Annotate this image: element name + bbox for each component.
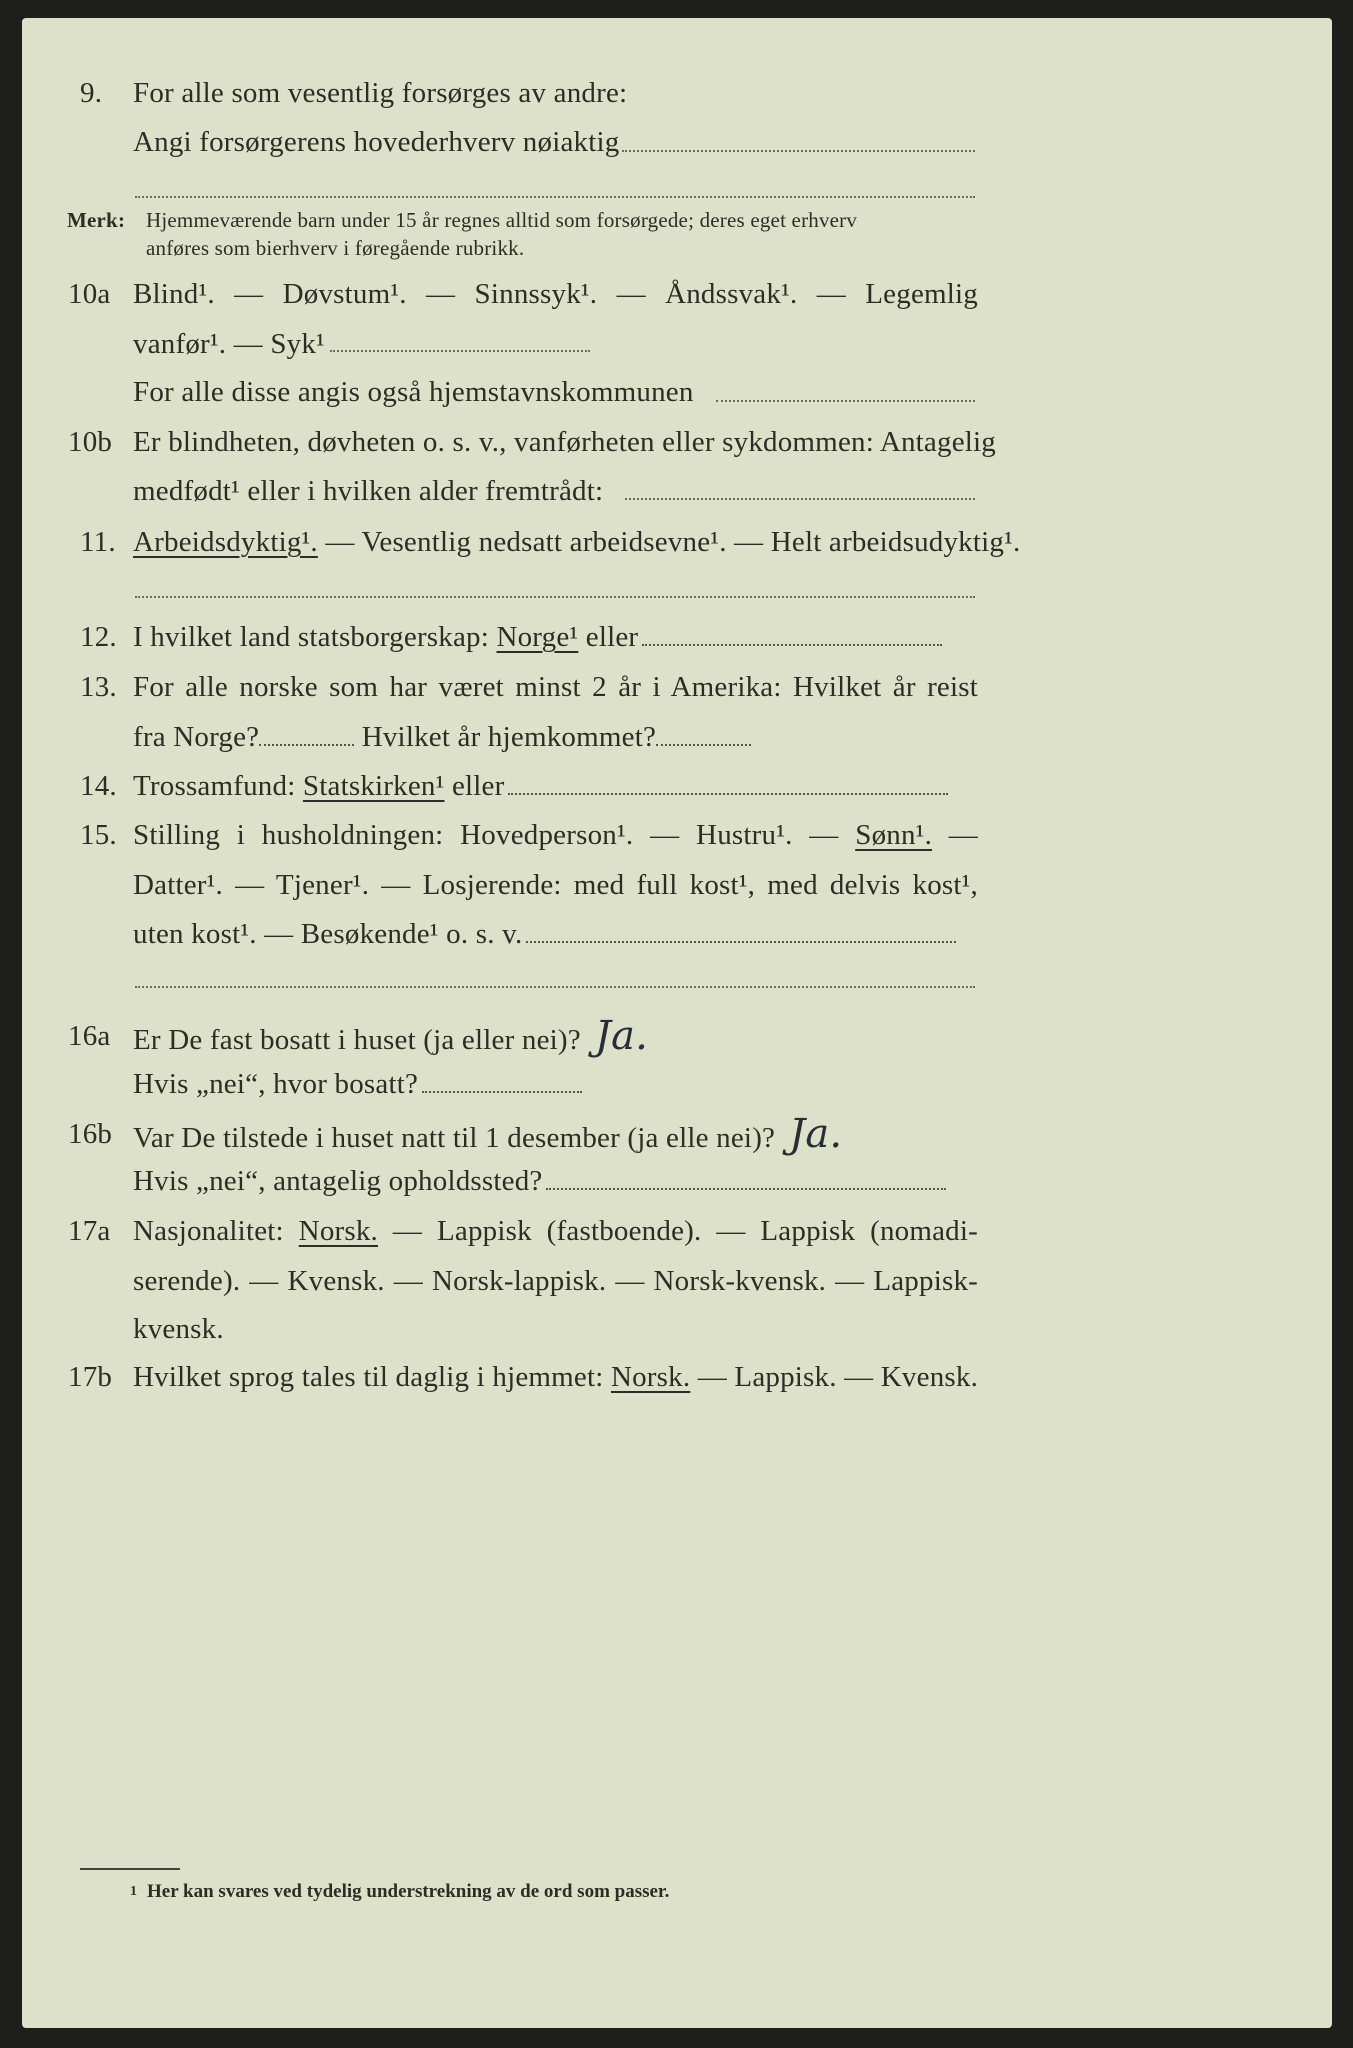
q15-text3: uten kost¹. — Besøkende¹ o. s. v. (133, 918, 523, 950)
footnote-rule (80, 1868, 180, 1870)
q12-text: I hvilket land statsborgerskap: (133, 621, 497, 653)
q13-text: For alle norske som har været minst 2 år i Amerika: Hvilket år reist (133, 671, 978, 703)
q17b-text: Hvilket sprog tales til daglig i hjemmet: (133, 1361, 611, 1393)
answer-line (716, 400, 975, 402)
q13-text2b: Hvilket år hjemkommet? (354, 721, 657, 753)
q10b-text: Er blindheten, døvheten o. s. v., vanførheten eller sykdommen: Antagelig (133, 426, 996, 458)
q17b-selected-option: Norsk. (610, 1361, 691, 1393)
q16b-text: Var De tilstede i huset natt til 1 desember (ja elle nei)? (133, 1122, 776, 1154)
q12-text-post: eller (578, 621, 639, 653)
q15-selected-option: Sønn¹. (855, 819, 933, 851)
q10a-text: Blind¹. — Døvstum¹. — Sinnssyk¹. — Åndssvak¹. — Legemlig (133, 278, 978, 310)
answer-line (135, 986, 975, 988)
q10b-number: 10b (68, 426, 113, 458)
q17b-text-post: — Lappisk. — Kvensk. (690, 1361, 979, 1393)
q16a-text2: Hvis „nei“, hvor bosatt? (133, 1068, 419, 1100)
answer-line (330, 350, 590, 352)
q11-text: — Vesentlig nedsatt arbeidsevne¹. — Helt arbeidsudyktig¹. (317, 526, 1021, 558)
q13-text2a: fra Norge? (133, 721, 260, 753)
q17a-text: Nasjonalitet: (133, 1215, 299, 1247)
q16b-number: 16b (68, 1118, 113, 1150)
q11-selected-option: Arbeidsdyktig¹. (133, 526, 318, 558)
q17a-number: 17a (68, 1215, 111, 1247)
q12-selected-option: Norge¹ (496, 621, 579, 653)
q15-text2: Datter¹. — Tjener¹. — Losjerende: med full kost¹, med delvis kost¹, (133, 869, 978, 901)
q12-number: 12. (80, 621, 117, 653)
q10b-text2: medfødt¹ eller i hvilken alder fremtrådt: (133, 475, 604, 507)
q14-text-post: eller (444, 770, 505, 802)
q15-number: 15. (80, 819, 117, 851)
q9-text: For alle som vesentlig forsørges av andre: (133, 77, 628, 109)
q16b-text2: Hvis „nei“, antagelig opholdssted? (133, 1165, 543, 1197)
q16a-number: 16a (68, 1020, 111, 1052)
q10a-text3: For alle disse angis også hjemstavnskommunen (133, 376, 694, 408)
answer-line (135, 196, 975, 198)
merk-line1: Hjemmeværende barn under 15 år regnes alltid som forsørgede; deres eget erhverv (146, 208, 858, 232)
q10a-text2: vanfør¹. — Syk¹ (133, 328, 325, 360)
q15-text: Stilling i husholdningen: Hovedperson¹. — Hustru¹. — (133, 819, 856, 851)
answer-line (135, 596, 975, 598)
q10a-number: 10a (68, 278, 111, 310)
merk-line2: anføres som bierhverv i føregående rubrikk. (146, 236, 525, 260)
q9-text2: Angi forsørgerens hovederhverv nøiaktig (133, 126, 620, 158)
q14-selected-option: Statskirken¹ (302, 770, 445, 802)
q17b-number: 17b (68, 1361, 113, 1393)
q16b-handwritten-answer: Ja. (789, 1111, 843, 1157)
footnote (130, 1880, 669, 1904)
q17a-text2: serende). — Kvensk. — Norsk-lappisk. — Norsk-kvensk. — Lappisk- (133, 1265, 978, 1297)
q17a-selected-option: Norsk. (298, 1215, 379, 1247)
q9-number: 9. (80, 77, 103, 109)
merk-label: Merk: (67, 208, 126, 232)
q15-text-post: — (932, 819, 978, 851)
q14-text: Trossamfund: (133, 770, 303, 802)
footnote-text: Her kan svares ved tydelig understrekning av de ord som passer. (147, 1881, 670, 1902)
q17a-text-rest: — Lappisk (fastboende). — Lappisk (nomadi- (378, 1215, 978, 1247)
answer-line (622, 150, 975, 152)
q11-number: 11. (80, 526, 116, 558)
answer-line (625, 498, 975, 500)
q14-number: 14. (80, 770, 117, 802)
q16a-text: Er De fast bosatt i huset (ja eller nei)? (133, 1024, 581, 1056)
q16a-handwritten-answer: Ja. (594, 1013, 649, 1059)
footnote-mark: 1 (130, 1884, 137, 1899)
q13-number: 13. (80, 671, 117, 703)
q17a-text3: kvensk. (133, 1313, 224, 1345)
